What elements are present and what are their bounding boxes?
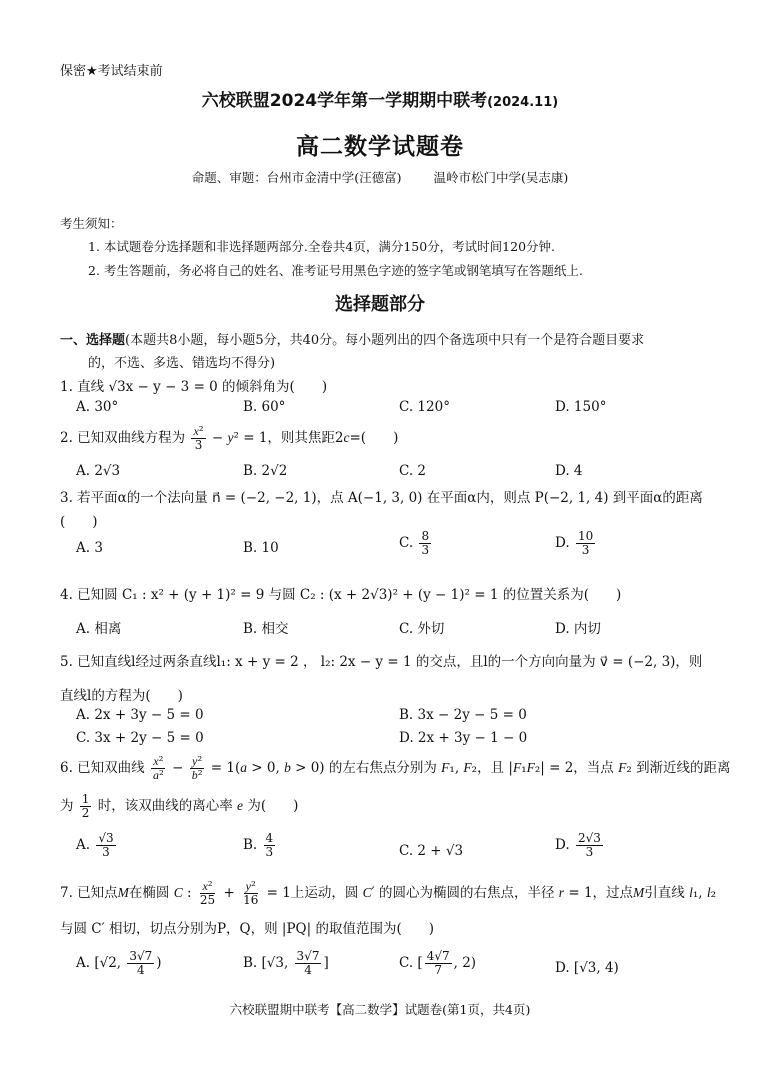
q2-option-a: A. 2√3 bbox=[76, 463, 121, 479]
question-4-stem: 4. 已知圆 C₁ : x² + (y + 1)² = 9 与圆 C₂ : (x + 2√3)² + (y − 1)² = 1 的位置关系为( ) bbox=[60, 587, 622, 603]
question-2-stem: 2. 已知双曲线方程为 $\frac{\text{x²}}{3}$ − y² = 1，则其焦距2c=( ) bbox=[60, 424, 399, 453]
question-7-stem: 7. 已知点M在椭圆 C : $\frac{\text{x²}}{25}$ + $\frac{\text{y²}}{16}$ = 1上运动，圆 C′ 的圆心为椭圆的右焦点，半径 r = 1，过点M引直线 l₁, l₂ bbox=[60, 879, 717, 908]
page-footer: 六校联盟期中联考【高二数学】试题卷(第1页，共4页) bbox=[229, 1002, 531, 1017]
section-intro-text: (本题共8小题，每小题5分，共40分。每小题列出的四个备选项中只有一个是符合题目要求 bbox=[125, 333, 645, 348]
q4-option-b: B. 相交 bbox=[243, 621, 289, 637]
q6-option-a: A. $\frac{√3}{3}$ bbox=[76, 831, 114, 860]
notice-item-2: 2. 考生答题前，务必将自己的姓名、准考证号用黑色字迹的签字笔或钢笔填写在答题纸上. bbox=[88, 263, 583, 278]
exam-title bbox=[0, 86, 760, 111]
q7-option-c: C. [ $\frac{4√7}{7}$ , 2) bbox=[399, 949, 477, 978]
question-3-stem: 3. 若平面α的一个法向量 n⃗ = (−2, −2, 1)，点 A(−1, 3, 0) 在平面α内，则点 P(−2, 1, 4) 到平面α的距离 bbox=[60, 490, 703, 506]
section-intro bbox=[60, 329, 644, 348]
q1-option-d: D. 150° bbox=[555, 399, 607, 415]
q3-option-c: C. $\frac{8}{3}$ bbox=[399, 529, 430, 558]
authors-first: 命题、审题：台州市金清中学(汪德富) bbox=[191, 170, 402, 185]
q3-option-b: B. 10 bbox=[243, 540, 279, 556]
q3-option-a: A. 3 bbox=[76, 540, 103, 556]
q4-option-a: A. 相离 bbox=[76, 621, 122, 637]
question-5-stem: 5. 已知直线l经过两条直线l₁: x + y = 2 ， l₂: 2x − y = 1 的交点，且l的一个方向向量为 v⃗ = (−2, 3)，则 bbox=[60, 654, 703, 670]
q7-option-d: D. [√3, 4) bbox=[555, 960, 619, 976]
q2-option-b: B. 2√2 bbox=[243, 463, 288, 479]
question-6-stem-cont: 为 $\frac{1}{2}$ 时，该双曲线的离心率 e 为( ) bbox=[60, 792, 299, 821]
notice-item-1: 1. 本试题卷分选择题和非选择题两部分.全卷共4页，满分150分，考试时间120分钟. bbox=[88, 239, 556, 254]
authors-line bbox=[0, 168, 760, 186]
q5-option-a: A. 2x + 3y − 5 = 0 bbox=[76, 707, 204, 723]
q6-option-c: C. 2 + √3 bbox=[399, 843, 464, 859]
q1-option-a: A. 30° bbox=[76, 399, 119, 415]
q1-option-c: C. 120° bbox=[399, 399, 450, 415]
question-3-stem-cont: ( ) bbox=[60, 514, 98, 530]
q4-option-d: D. 内切 bbox=[555, 621, 601, 637]
section-title: 选择题部分 bbox=[335, 294, 425, 315]
q2-option-c: C. 2 bbox=[399, 463, 427, 479]
q1-option-b: B. 60° bbox=[243, 399, 286, 415]
exam-date: (2024.11) bbox=[487, 95, 559, 110]
exam-title-text: 六校联盟2024学年第一学期期中联考 bbox=[201, 91, 488, 111]
question-6-stem: 6. 已知双曲线 $\frac{\text{x²}}{\text{a²}}$ − $\frac{\text{y²}}{\text{b²}}$ = 1(a > 0, b > 0) 的左右焦点分别为 F₁, F₂，且 |F₁F₂| = 2，当点 F₂ 到渐近线的距离 bbox=[60, 754, 731, 783]
q2-option-d: D. 4 bbox=[555, 463, 583, 479]
question-1-stem: 1. 直线 √3x − y − 3 = 0 的倾斜角为( ) bbox=[60, 379, 328, 395]
confidential-label: 保密★考试结束前 bbox=[60, 64, 163, 79]
q6-option-b: B. $\frac{4}{3}$ bbox=[243, 831, 274, 860]
authors-second: 温岭市松门中学(吴志康) bbox=[433, 170, 569, 185]
q5-option-b: B. 3x − 2y − 5 = 0 bbox=[399, 707, 527, 723]
notice-heading: 考生须知： bbox=[60, 216, 123, 231]
question-7-stem-cont: 与圆 C′ 相切，切点分别为P，Q，则 |PQ| 的取值范围为( ) bbox=[60, 921, 434, 937]
q4-option-c: C. 外切 bbox=[399, 621, 445, 637]
q5-option-d: D. 2x + 3y − 1 − 0 bbox=[399, 730, 528, 746]
q7-option-a: A. [√2, $\frac{3√7}{4}$ ) bbox=[76, 949, 162, 978]
question-5-stem-cont: 直线l的方程为( ) bbox=[60, 688, 183, 704]
section-intro-cont: 的，不选、多选、错选均不得分) bbox=[88, 356, 276, 371]
q7-option-b: B. [√3, $\frac{3√7}{4}$ ] bbox=[243, 949, 329, 978]
q6-option-d: D. $\frac{2√3}{3}$ bbox=[555, 831, 601, 860]
q5-option-c: C. 3x + 2y − 5 = 0 bbox=[76, 730, 204, 746]
q3-option-d: D. $\frac{10}{3}$ bbox=[555, 529, 594, 558]
section-intro-label: 一、选择题 bbox=[60, 333, 126, 348]
paper-subject: 高二数学试题卷 bbox=[296, 134, 464, 160]
